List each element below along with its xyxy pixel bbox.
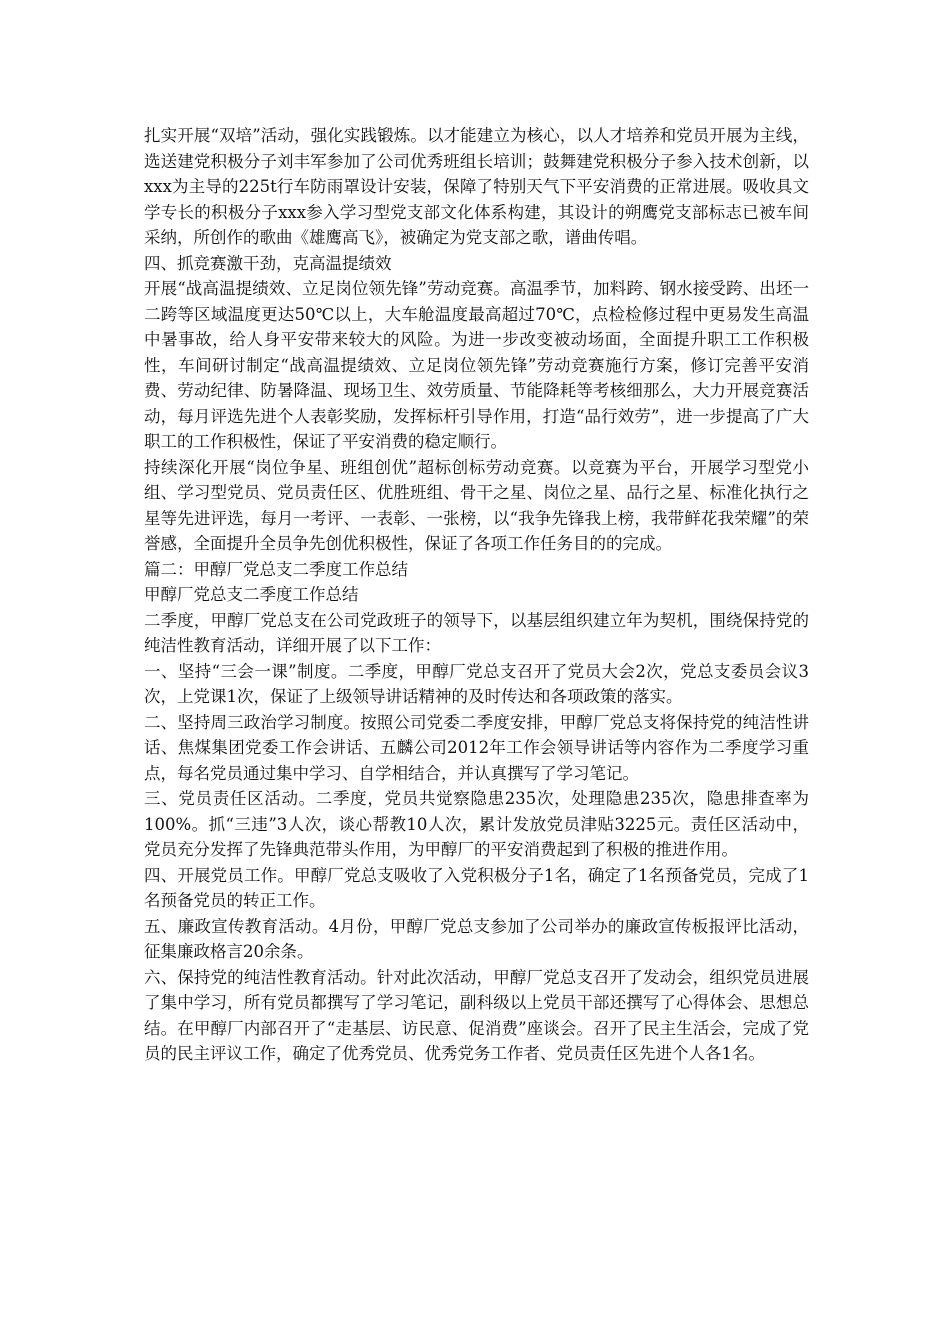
document-body <box>144 123 809 1067</box>
heading-summary-title: 甲醇厂党总支二季度工作总结 <box>144 585 359 604</box>
paragraph-item-two: 二、坚持周三政治学习制度。按照公司党委二季度安排，甲醇厂党总支将保持党的纯洁性讲话、焦煤集团党委工作会讲话、五麟公司2012年工作会领导讲话等内容作为二季度学习重点，每名党员通过集中学习、自学相结合，并认真撰写了学习笔记。 <box>144 712 809 783</box>
paragraph-item-four: 四、开展党员工作。甲醇厂党总支吸收了入党积极分子1名，确定了1名预备党员，完成了1名预备党员的转正工作。 <box>144 865 809 910</box>
paragraph-high-temperature-competition: 开展“战高温提绩效、立足岗位领先锋”劳动竞赛。高温季节，加料跨、钢水接受跨、出坯一二跨等区域温度更达50℃以上，大车舱温度最高超过70℃，点检检修过程中更易发生高温中暑事故，给人身平安带来较大的风险。为进一步改变被动场面，全面提升职工工作积极性，车间研讨制定“战高温提绩效、立足岗位领先锋”劳动竞赛施行方案，修订完善平安消费、劳动纪律、防暑降温、现场卫生、效劳质量、节能降耗等考核细那么，大力开展竞赛活动，每月评选先进个人表彰奖励，发挥标杆引导作用，打造“品行效劳”，进一步提高了广大职工的工作积极性，保证了平安消费的稳定顺行。 <box>144 279 809 451</box>
paragraph-item-one: 一、坚持“三会一课”制度。二季度，甲醇厂党总支召开了党员大会2次，党总支委员会议3次，上党课1次，保证了上级领导讲话精神的及时传达和各项政策的落实。 <box>144 661 809 706</box>
paragraph-item-three: 三、党员责任区活动。二季度，党员共觉察隐患235次，处理隐患235次，隐患排查率为100%。抓“三违”3人次，谈心帮教10人次，累计发放党员津贴3225元。责任区活动中，党员充分发挥了先锋典范带头作用，为甲醇厂的平安消费起到了积极的推进作用。 <box>144 789 809 859</box>
paragraph-item-five: 五、廉政宣传教育活动。4月份，甲醇厂党总支参加了公司举办的廉政宣传板报评比活动，征集廉政格言20余条。 <box>144 916 809 961</box>
paragraph-intro: 二季度，甲醇厂党总支在公司党政班子的领导下，以基层组织建立年为契机，围绕保持党的纯洁性教育活动，详细开展了以下工作： <box>144 610 809 655</box>
paragraph-double-training: 扎实开展“双培”活动，强化实践锻炼。以才能建立为核心，以人才培养和党员开展为主线，选送建党积极分子刘丰军参加了公司优秀班组长培训；鼓舞建党积极分子参入技术创新，以xxx为主导的225t行车防雨罩设计安装，保障了特别天气下平安消费的正常进展。吸收具文学专长的积极分子xxx参入学习型党支部文化体系构建，其设计的朔鹰党支部标志已被车间采纳，所创作的歌曲《雄鹰高飞》，被确定为党支部之歌，谱曲传唱。 <box>144 126 809 247</box>
paragraph-post-star-competition: 持续深化开展“岗位争星、班组创优”超标创标劳动竞赛。以竞赛为平台，开展学习型党小组、学习型党员、党员责任区、优胜班组、骨干之星、岗位之星、品行之星、标准化执行之星等先进评选，每月一考评、一表彰、一张榜，以“我争先锋我上榜，我带鲜花我荣耀”的荣誉感，全面提升全员争先创优积极性，保证了各项工作任务目的的完成。 <box>144 457 809 553</box>
heading-part-two: 篇二：甲醇厂党总支二季度工作总结 <box>144 559 408 579</box>
paragraph-item-six: 六、保持党的纯洁性教育活动。针对此次活动，甲醇厂党总支召开了发动会，组织党员进展了集中学习，所有党员都撰写了学习笔记，副科级以上党员干部还撰写了心得体会、思想总结。在甲醇厂内部召开了“走基层、访民意、促消费”座谈会。召开了民主生活会，完成了党员的民主评议工作，确定了优秀党员、优秀党务工作者、党员责任区先进个人各1名。 <box>144 967 809 1063</box>
heading-competition: 四、抓竞赛激干劲，克高温提绩效 <box>144 253 392 273</box>
